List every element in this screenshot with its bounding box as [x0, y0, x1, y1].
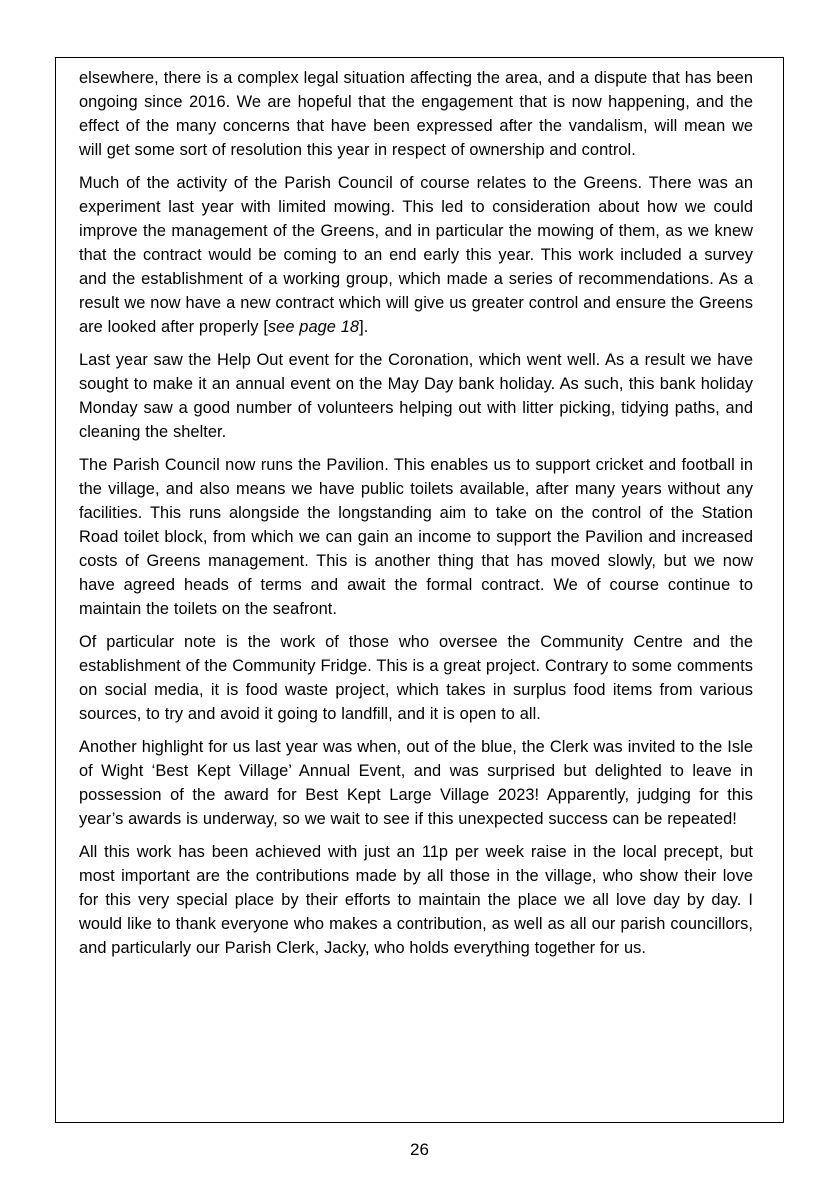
document-body	[79, 66, 753, 960]
paragraph-precept-thanks: All this work has been achieved with just an 11p per week raise in the local precept, but most important are the contributions made by all those in the village, who show their love for this very special place by their efforts to maintain the place we all love day by day. I would like to thank everyone who makes a contribution, as well as all our parish councillors, and particularly our Parish Clerk, Jacky, who holds everything together for us.	[79, 843, 753, 957]
cross-reference-see-page-18: see page 18	[267, 318, 360, 336]
paragraph-community-centre-fridge: Of particular note is the work of those who oversee the Community Centre and the establishment of the Community Fridge. This is a great project. Contrary to some comments on social media, it is food waste project, which takes in surplus food items from various sources, to try and avoid it going to landfill, and it is open to all.	[79, 633, 753, 723]
text-frame-border	[55, 57, 784, 1123]
paragraph-greens-mowing-tail: ].	[359, 318, 369, 336]
page-number: 26	[410, 1140, 429, 1159]
paragraph-best-kept-village: Another highlight for us last year was when, out of the blue, the Clerk was invited to the Isle of Wight ‘Best Kept Village’ Annual Event, and was surprised but delighted to leave in possession of the award for Best Kept Large Village 2023! Apparently, judging for this year’s awards is underway, so we wait to see if this unexpected success can be repeated!	[79, 738, 753, 828]
paragraph-pavilion: The Parish Council now runs the Pavilion. This enables us to support cricket and football in the village, and also means we have public toilets available, after many years without any facilities. This runs alongside the longstanding aim to take on the control of the Station Road toilet block, from which we can gain an income to support the Pavilion and increased costs of Greens management. This is another thing that has moved slowly, but we now have agreed heads of terms and await the formal contract. We of course continue to maintain the toilets on the seafront.	[79, 456, 753, 618]
paragraph-greens-legal-situation: elsewhere, there is a complex legal situation affecting the area, and a dispute that has been ongoing since 2016. We are hopeful that the engagement that is now happening, and the effect of the many concerns that have been expressed after the vandalism, will mean we will get some sort of resolution this year in respect of ownership and control.	[79, 69, 753, 159]
paragraph-greens-mowing-lead: Much of the activity of the Parish Council of course relates to the Greens. There was an experiment last year with limited mowing. This led to consideration about how we could improve the management of the Greens, and in particular the mowing of them, as we knew that the contract would be coming to an end early this year. This work included a survey and the establishment of a working group, which made a series of recommendations. As a result we now have a new contract which will give us greater control and ensure the Greens are looked after properly [	[79, 174, 753, 336]
paragraph-greens-mowing	[79, 171, 753, 339]
paragraph-help-out-event: Last year saw the Help Out event for the Coronation, which went well. As a result we have sought to make it an annual event on the May Day bank holiday. As such, this bank holiday Monday saw a good number of volunteers helping out with litter picking, tidying paths, and cleaning the shelter.	[79, 351, 753, 441]
